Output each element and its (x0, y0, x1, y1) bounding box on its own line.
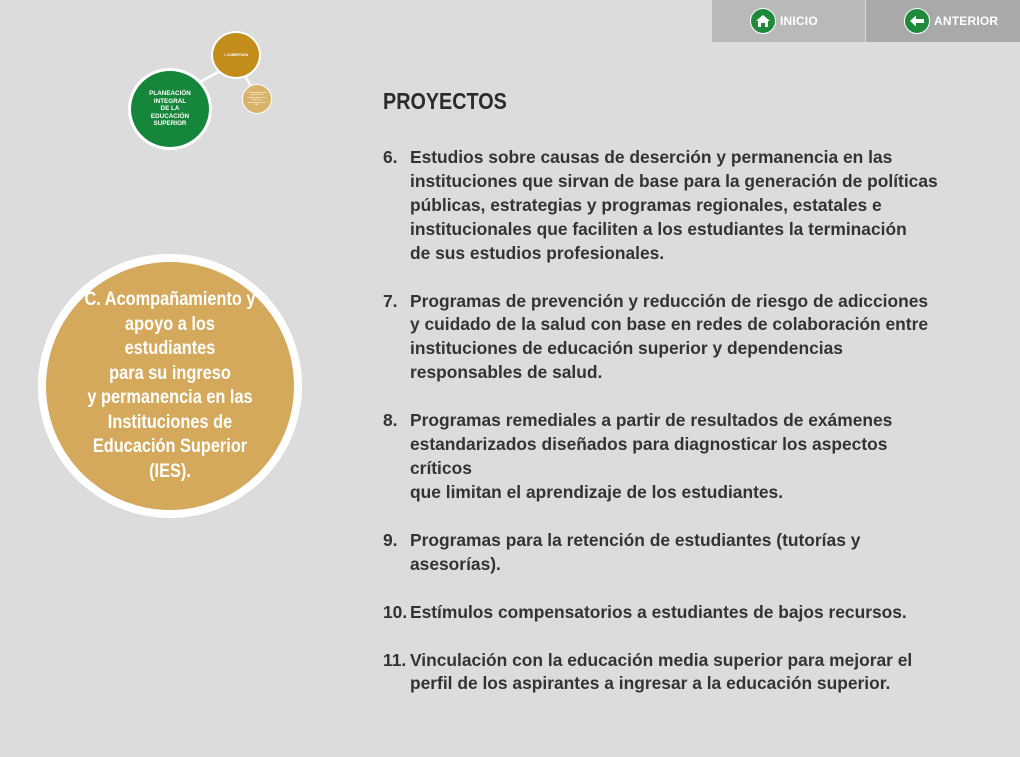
back-button-label: ANTERIOR (934, 14, 999, 28)
node-acompanamiento-label: C. Acompañamiento y apoyo a los estudiantes para su ingreso y permanencia en las IES (247, 91, 267, 106)
list-item (383, 601, 943, 625)
topic-circle-fill (46, 262, 294, 510)
item-number: 6. (383, 147, 398, 167)
item-text: Estímulos compensatorios a estudiantes de bajos recursos. (410, 601, 907, 622)
item-number: 9. (383, 529, 398, 550)
concept-map (0, 0, 300, 170)
list-item (383, 529, 943, 577)
item-number: 11. (383, 649, 407, 670)
item-text: Vinculación con la educación media superior para mejorar el perfil de los aspirantes a ingresar a la educación superior. (410, 649, 913, 694)
item-number: 10. (383, 601, 408, 622)
item-number: 8. (383, 410, 398, 431)
list-item (383, 409, 943, 505)
home-button[interactable] (712, 0, 865, 42)
home-button-label: INICIO (780, 14, 818, 28)
topic-title: C. Acompañamiento y apoyo a los estudiantes para su ingreso y permanencia en las Instituciones de Educación Superior (IES). (84, 289, 256, 482)
item-text: Programas remediales a partir de resultados de exámenes estandarizados diseñados para diagnosticar los aspectos críticos que limitan el aprendizaje de los estudiantes. (410, 410, 893, 502)
item-number: 7. (383, 290, 398, 311)
list-item (383, 290, 943, 386)
back-button[interactable] (866, 0, 1020, 42)
topic-circle (38, 254, 302, 518)
list-item (383, 649, 943, 697)
arrow-left-icon (904, 8, 930, 34)
item-text: Programas de prevención y reducción de riesgo de adicciones y cuidado de la salud con base en redes de colaboración entre instituciones de educación superior y dependencias responsables de salud. (410, 290, 929, 383)
home-icon (750, 8, 776, 34)
node-planeacion-integral[interactable] (128, 68, 212, 150)
section-title: PROYECTOS (383, 88, 507, 114)
node-planeacion-label: PLANEACIÓN INTEGRAL DE LA EDUCACIÓN SUPERIOR (149, 90, 191, 128)
list-item (383, 146, 943, 266)
project-list (383, 146, 943, 696)
item-text: Estudios sobre causas de deserción y permanencia en las instituciones que sirvan de base para la generación de políticas públicas, estrategias y programas regionales, estatales e institucionales que faciliten a los estudiantes la terminación de sus estudios profesionales. (410, 147, 938, 263)
node-acompanamiento[interactable] (242, 84, 272, 114)
node-cobertura-label: I. COBERTURA (223, 53, 249, 57)
item-text: Programas para la retención de estudiantes (tutorías y asesorías). (410, 529, 861, 574)
node-cobertura[interactable] (211, 31, 261, 79)
